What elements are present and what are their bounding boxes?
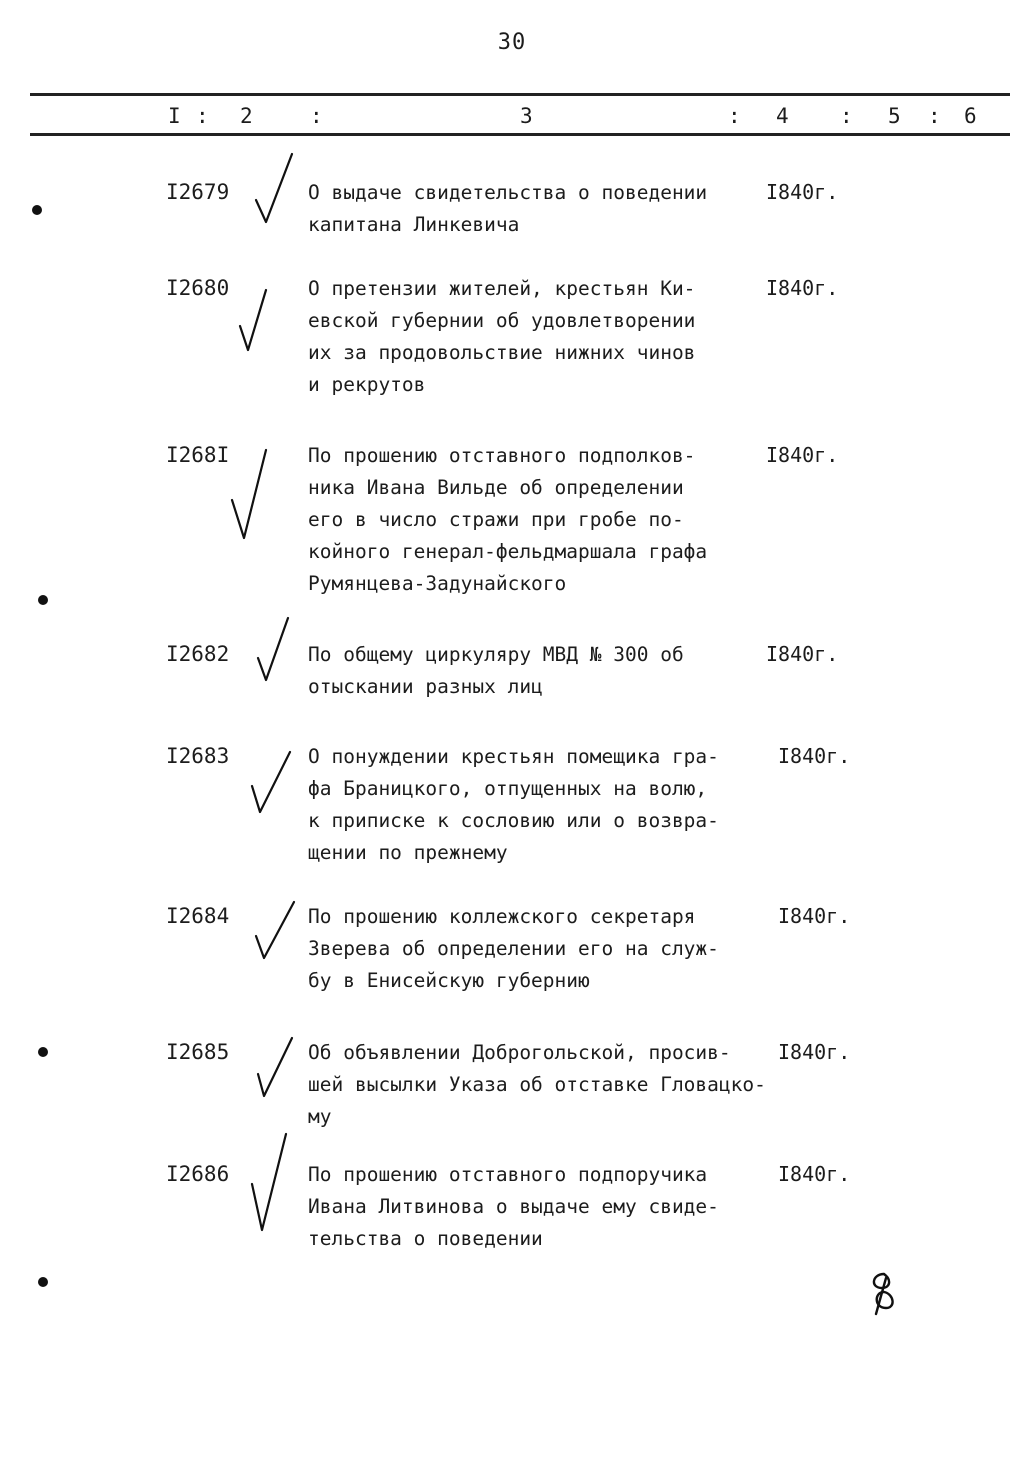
entry-year: I840г.: [766, 642, 839, 666]
checkmark-icon: [228, 446, 272, 546]
entry-year: I840г.: [766, 180, 839, 204]
checkmark-icon: [248, 748, 296, 820]
entry-year: I840г.: [778, 904, 851, 928]
column-separator: :: [310, 104, 323, 128]
entry-number: I2685: [166, 1040, 230, 1064]
handwritten-page-mark: [864, 1270, 904, 1320]
entry-number: I2686: [166, 1162, 230, 1186]
entry-number: I2680: [166, 276, 230, 300]
entry-description: О претензии жителей, крестьян Ки- евской губернии об удовлетворении их за продовольствие нижних чинов и рекрутов: [308, 277, 696, 396]
entry-year: I840г.: [778, 1040, 851, 1064]
entry-number: I2679: [166, 180, 230, 204]
entry-year: I840г.: [766, 276, 839, 300]
punch-hole: [32, 205, 42, 215]
column-header-6: 6: [964, 104, 977, 128]
entry-description: Об объявлении Доброгольской, просив- шей высылки Указа об отставке Гловацко- му: [308, 1041, 766, 1128]
entry-year: I840г.: [766, 443, 839, 467]
column-header-4: 4: [776, 104, 789, 128]
punch-hole: [38, 595, 48, 605]
entry-number: I268I: [166, 443, 230, 467]
checkmark-icon: [248, 1130, 292, 1238]
checkmark-icon: [254, 1034, 298, 1102]
entry-number: I2684: [166, 904, 230, 928]
entry-description: О выдаче свидетельства о поведении капитана Линкевича: [308, 181, 708, 236]
column-header-2: 2: [240, 104, 253, 128]
header-rule-bottom: [30, 133, 1010, 136]
checkmark-icon: [236, 286, 276, 358]
column-separator: :: [196, 104, 209, 128]
entry-description: О понуждении крестьян помещика гра- фа Браницкого, отпущенных на волю, к приписке к сословию или о возвра- щении по прежнему: [308, 745, 719, 864]
punch-hole: [38, 1277, 48, 1287]
column-header-5: 5: [888, 104, 901, 128]
punch-hole: [38, 1047, 48, 1057]
column-separator: :: [840, 104, 853, 128]
column-header-1: I: [168, 104, 181, 128]
entry-year: I840г.: [778, 744, 851, 768]
entry-description: По прошению коллежского секретаря Зверева об определении его на служ- бу в Енисейскую губернию: [308, 905, 719, 992]
column-separator: :: [728, 104, 741, 128]
entry-description: По прошению отставного подполков- ника Ивана Вильде об определении его в число стражи при гробе по- койного генерал-фельдмаршала графа Румянцева-Задунайского: [308, 444, 708, 595]
page-number: 30: [497, 30, 527, 55]
column-separator: :: [928, 104, 941, 128]
checkmark-icon: [254, 614, 294, 694]
checkmark-icon: [252, 898, 300, 968]
entry-year: I840г.: [778, 1162, 851, 1186]
entry-number: I2683: [166, 744, 230, 768]
entry-description: По прошению отставного подпоручика Ивана Литвинова о выдаче ему свиде- тельства о поведении: [308, 1163, 719, 1250]
column-header-3: 3: [520, 104, 533, 128]
checkmark-icon: [252, 150, 296, 230]
header-rule-top: [30, 93, 1010, 96]
entry-number: I2682: [166, 642, 230, 666]
entry-description: По общему циркуляру МВД № 300 об отыскании разных лиц: [308, 643, 684, 698]
